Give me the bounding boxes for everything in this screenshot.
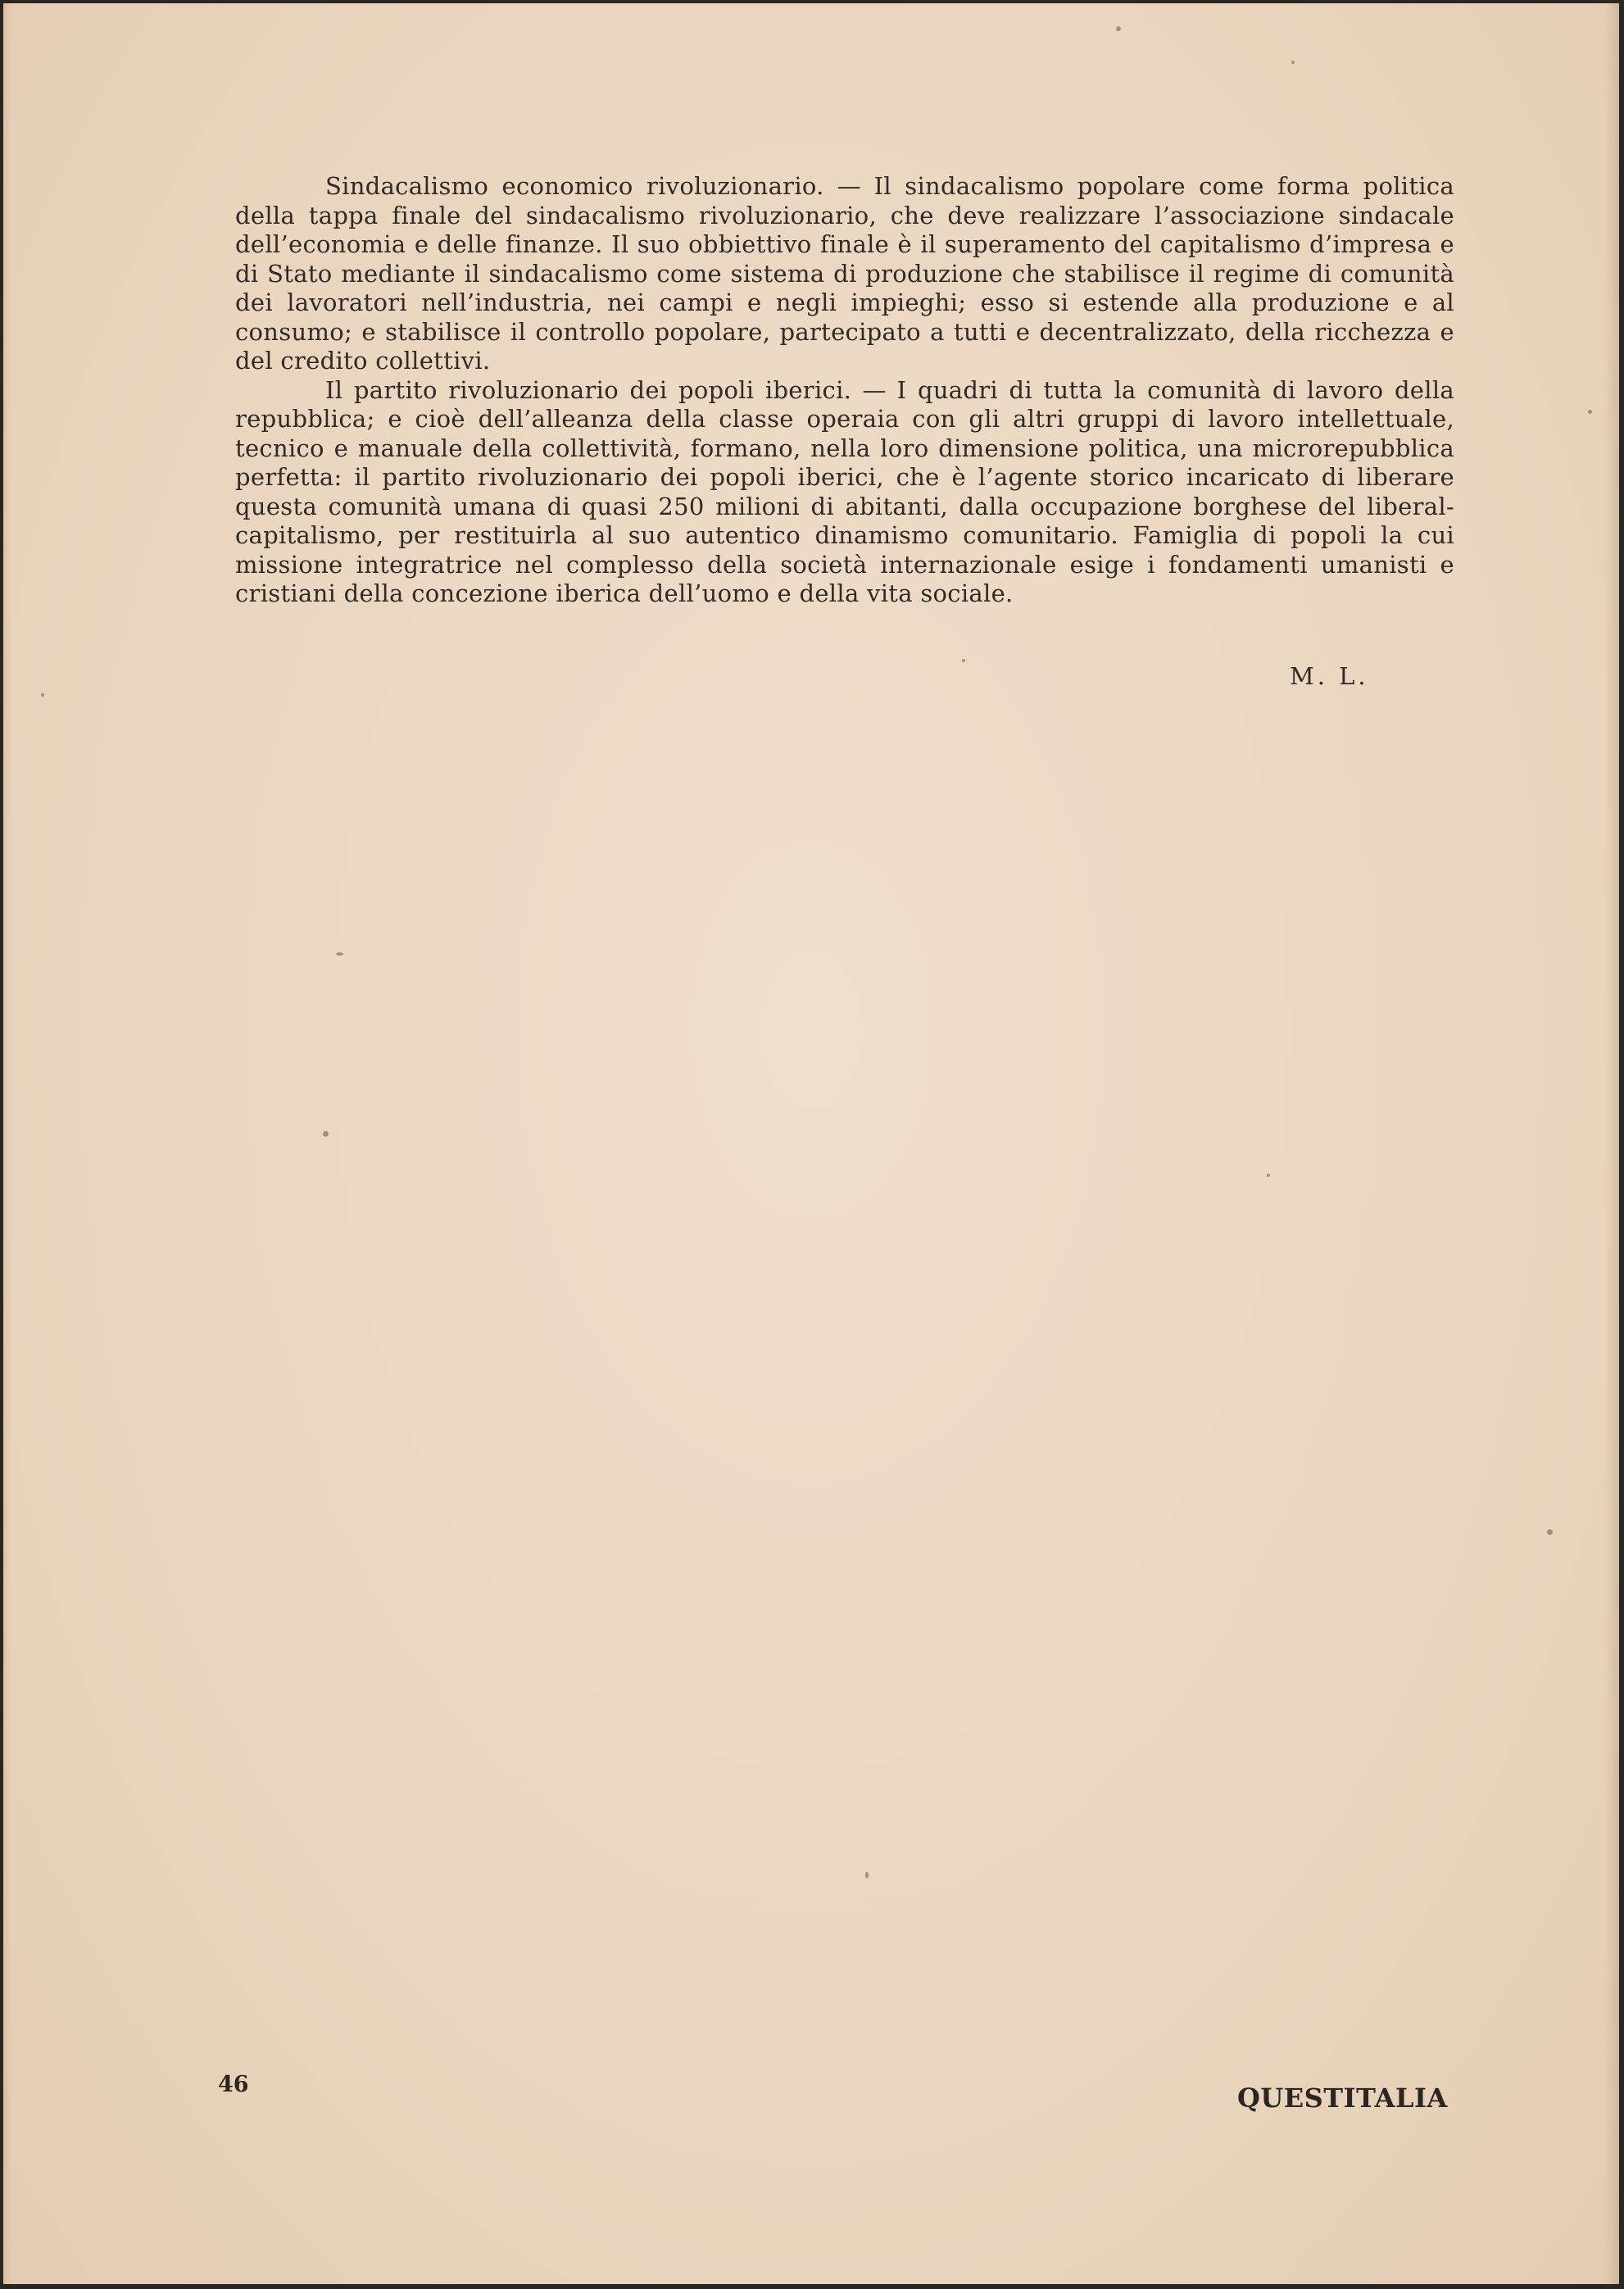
paragraph-heading: Sindacalismo economico rivoluzionario. — [325, 172, 824, 200]
magazine-page — [3, 3, 1619, 2284]
em-dash: — — [851, 375, 897, 404]
paper-speck — [1116, 26, 1121, 31]
em-dash: — — [823, 172, 874, 200]
paper-speck — [1547, 1529, 1553, 1535]
paper-speck — [865, 1872, 869, 1878]
page-edge-shadow-left — [3, 3, 11, 2284]
paragraph-sindacalismo — [235, 172, 1454, 376]
paragraph-heading: Il partito rivoluzionario dei popoli iberici. — [325, 375, 852, 404]
journal-name: QUESTITALIA — [1237, 2082, 1448, 2114]
paper-speck — [41, 693, 44, 697]
paragraph-body: I quadri di tutta la comunità di lavoro della repubblica; e cioè dell’alleanza della classe operaia con gli altri gruppi di lavoro intellettuale, tecnico e manuale della collettività, formano, nella loro dimensione politica, una microrepubblica perfetta: il partito rivoluzionario dei popoli iberici, che è l’agente storico incaricato di liberare questa comunità umana di quasi 250 milioni di abitanti, dalla occupazione borghese del liberal-capitalismo, per restituirla al suo autentico dinamismo comunitario. Famiglia di popoli la cui missione integratrice nel complesso della società internazionale esige i fondamenti umanisti e cristiani della concezione iberica dell’uomo e della vita sociale. — [235, 375, 1455, 607]
paper-speck — [1267, 1174, 1270, 1177]
paragraph-body: Il sindacalismo popolare come forma politica della tappa finale del sindacalismo rivoluzionario, che deve realizzare l’associazione sindacale dell’economia e delle finanze. Il suo obbiettivo finale è il superamento del capitalismo d’impresa e di Stato mediante il sindacalismo come sistema di produzione che stabilisce il regime di comunità dei lavoratori nell’industria, nei campi e negli impieghi; esso si estende alla produzione e al consumo; e stabilisce il controllo popolare, partecipato a tutti e decentralizzato, della ricchezza e del credito collettivi. — [235, 172, 1455, 375]
paper-speck — [323, 1131, 329, 1137]
article-text — [235, 172, 1454, 609]
page-edge-shadow-right — [1604, 3, 1619, 2284]
paper-speck — [336, 952, 343, 956]
author-signature: M. L. — [1290, 662, 1369, 690]
paragraph-partito — [235, 376, 1454, 609]
paper-speck — [1588, 410, 1592, 414]
paper-speck — [1291, 61, 1295, 64]
paper-speck — [962, 659, 965, 662]
page-number: 46 — [218, 2072, 249, 2097]
